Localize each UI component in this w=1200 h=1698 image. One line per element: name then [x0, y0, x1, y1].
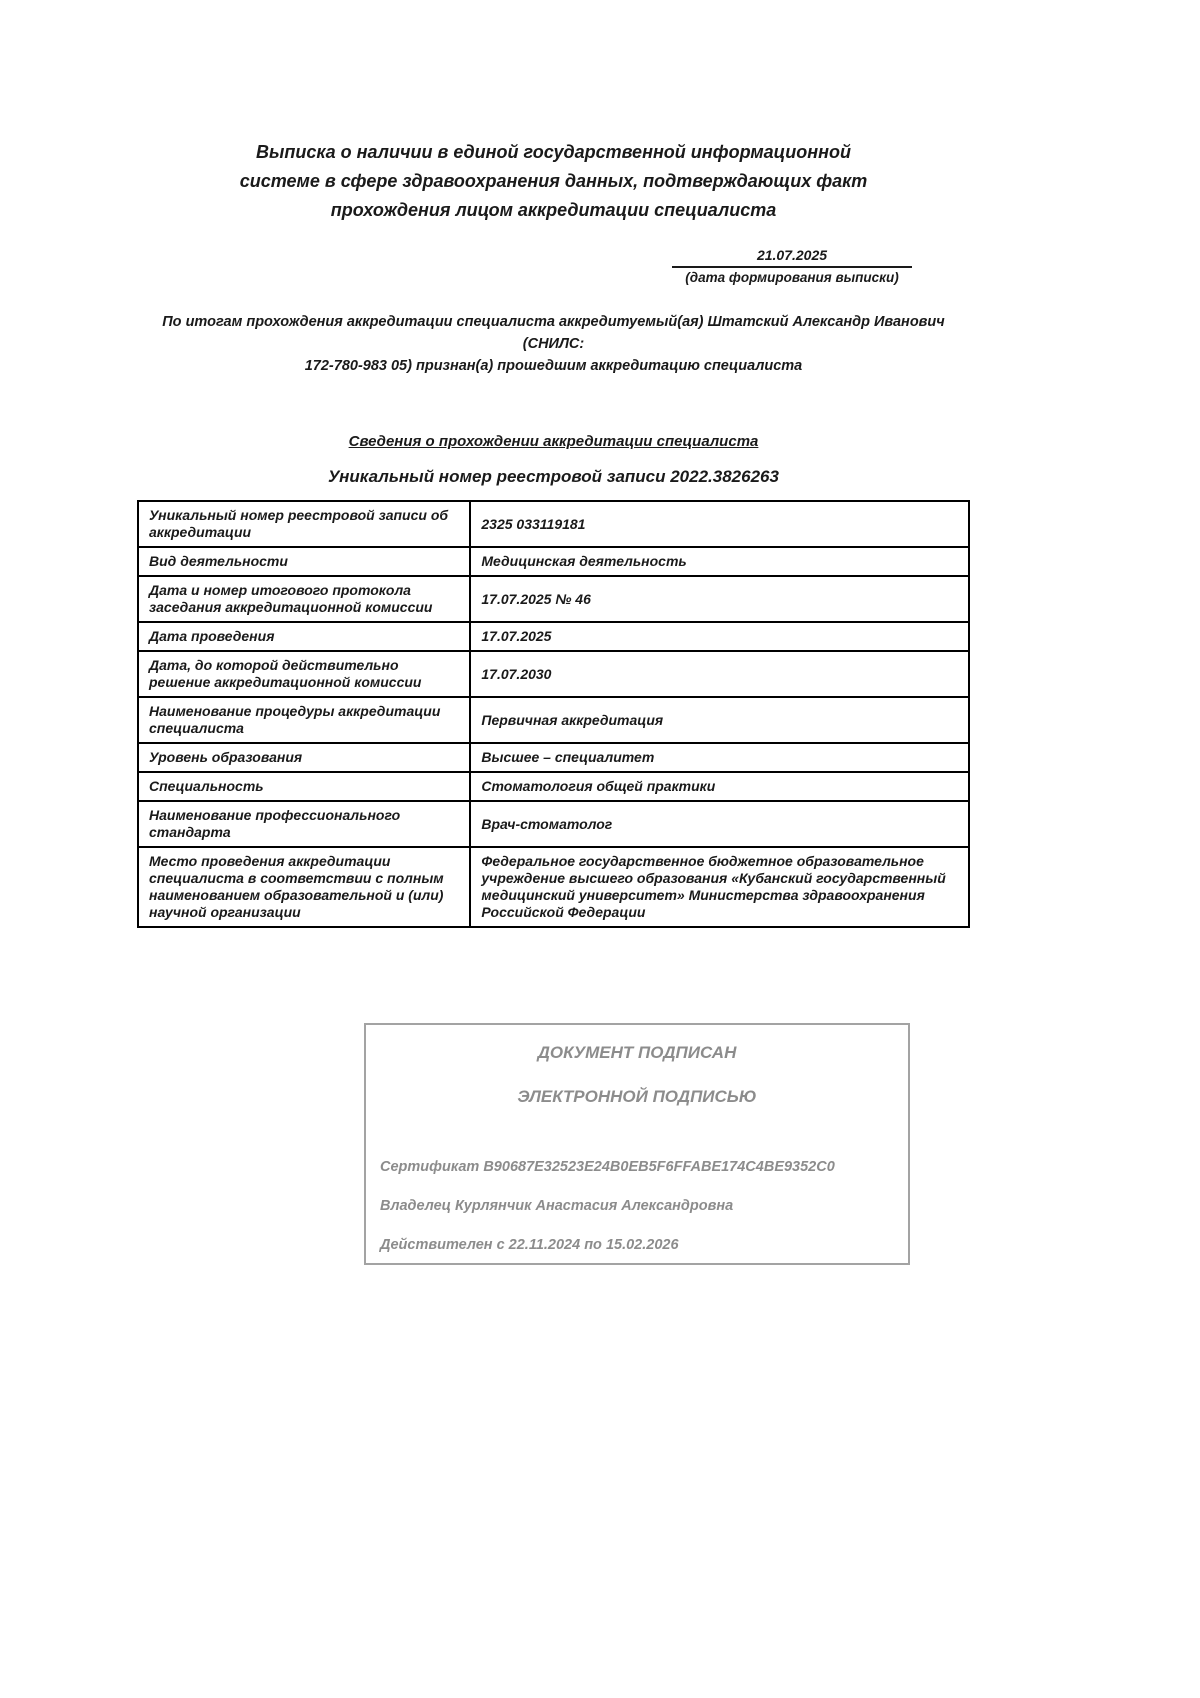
row-value: Первичная аккредитация	[470, 697, 969, 743]
signature-title-line: ЭЛЕКТРОННОЙ ПОДПИСЬЮ	[517, 1087, 757, 1106]
registry-record-number: Уникальный номер реестровой записи 2022.3826263	[328, 467, 779, 486]
intro-paragraph-line: По итогам прохождения аккредитации специалиста аккредитуемый(ая) Штатский Александр Иванович (СНИЛС:	[162, 314, 945, 352]
signature-stamp	[364, 1023, 910, 1265]
owner-line: Владелец Курлянчик Анастасия Александровна	[380, 1198, 734, 1214]
table-row	[138, 622, 969, 651]
table-row	[138, 576, 969, 622]
document-content	[137, 0, 970, 1265]
row-label: Уникальный номер реестровой записи об аккредитации	[138, 501, 470, 547]
generation-date-caption: (дата формирования выписки)	[685, 270, 899, 285]
row-label: Наименование процедуры аккредитации специалиста	[138, 697, 470, 743]
row-value: Врач-стоматолог	[470, 801, 969, 847]
row-value: Стоматология общей практики	[470, 772, 969, 801]
accreditation-table	[137, 500, 970, 928]
table-row	[138, 697, 969, 743]
generation-date-block	[672, 247, 912, 285]
row-label: Специальность	[138, 772, 470, 801]
table-row	[138, 772, 969, 801]
certificate-line: Сертификат B90687E32523E24B0EB5F6FFABE174C4BE9352C0	[380, 1159, 835, 1175]
row-label: Наименование профессионального стандарта	[138, 801, 470, 847]
row-value: 17.07.2025 № 46	[470, 576, 969, 622]
table-row	[138, 547, 969, 576]
row-label: Уровень образования	[138, 743, 470, 772]
document-title-line: системе в сфере здравоохранения данных, подтверждающих факт	[239, 171, 868, 191]
intro-paragraph-line: 172-780-983 05) признан(а) прошедшим аккредитацию специалиста	[304, 358, 803, 374]
row-label: Место проведения аккредитации специалиста в соответствии с полным наименованием образовательной и (или) научной организации	[138, 847, 470, 927]
row-value: Медицинская деятельность	[470, 547, 969, 576]
document-title-line: прохождения лицом аккредитации специалиста	[330, 200, 777, 220]
signature-title-line: ДОКУМЕНТ ПОДПИСАН	[537, 1043, 737, 1062]
table-row	[138, 501, 969, 547]
document-title	[137, 0, 970, 225]
intro-paragraph	[137, 311, 970, 377]
table-row	[138, 743, 969, 772]
table-row	[138, 651, 969, 697]
generation-date: 21.07.2025	[672, 247, 912, 268]
table-row	[138, 801, 969, 847]
row-value: Высшее – специалитет	[470, 743, 969, 772]
document-title-line: Выписка о наличии в единой государственной информационной	[255, 142, 852, 162]
table-row	[138, 847, 969, 927]
row-label: Дата и номер итогового протокола заседания аккредитационной комиссии	[138, 576, 470, 622]
row-label: Дата, до которой действительно решение аккредитационной комиссии	[138, 651, 470, 697]
row-label: Вид деятельности	[138, 547, 470, 576]
row-label: Дата проведения	[138, 622, 470, 651]
row-value: 17.07.2030	[470, 651, 969, 697]
row-value: 2325 033119181	[470, 501, 969, 547]
row-value: 17.07.2025	[470, 622, 969, 651]
section-header: Сведения о прохождении аккредитации специалиста	[348, 433, 759, 450]
validity-line: Действителен с 22.11.2024 по 15.02.2026	[380, 1237, 679, 1253]
row-value: Федеральное государственное бюджетное образовательное учреждение высшего образования «Кубанский государственный медицинский университет» Министерства здравоохранения Российской Федерации	[470, 847, 969, 927]
